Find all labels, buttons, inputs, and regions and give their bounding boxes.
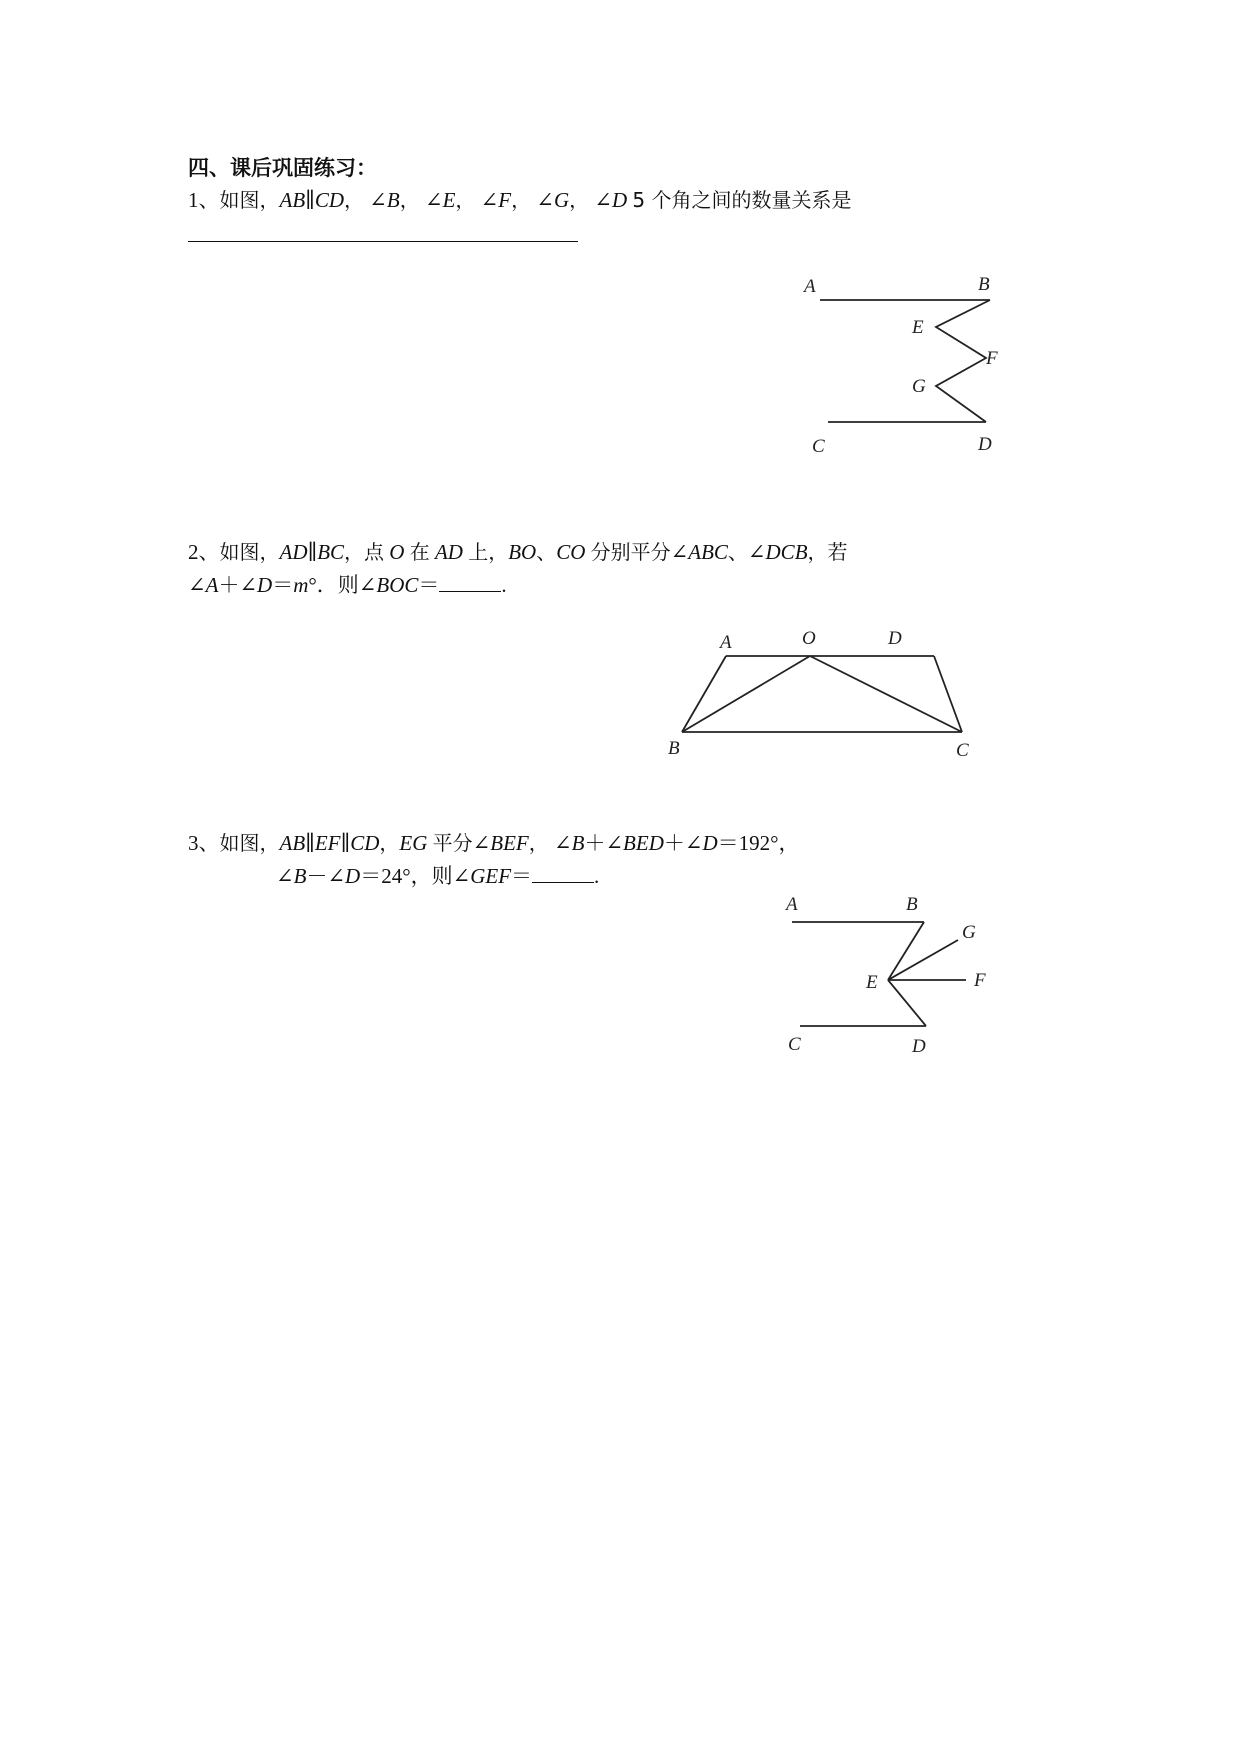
q1-parallel: ∥ bbox=[305, 188, 315, 212]
q1-zigzag bbox=[936, 300, 990, 422]
q2-figure bbox=[660, 624, 990, 764]
q3-segment-ed bbox=[888, 980, 926, 1026]
q2-text-if: ，若 bbox=[807, 540, 848, 564]
q3-label-b: B bbox=[906, 894, 918, 915]
q2-bo: BO bbox=[508, 540, 537, 564]
q1-comma: ， bbox=[511, 188, 532, 212]
q2-label-d: D bbox=[888, 628, 902, 649]
q2-ad-2: AD bbox=[434, 540, 463, 564]
q3-segment-eg bbox=[888, 940, 958, 980]
q2-parallel: ∥ bbox=[307, 540, 318, 564]
q1-label-c: C bbox=[812, 436, 825, 457]
q3-angle-gef: ∠GEF bbox=[452, 864, 512, 888]
q2-lead: 如图， bbox=[219, 540, 280, 564]
q2-period: . bbox=[501, 573, 507, 597]
q3-label-d: D bbox=[912, 1036, 926, 1057]
q1-label-e: E bbox=[912, 317, 924, 338]
q3-cd: CD bbox=[350, 831, 380, 855]
q3-label-e: E bbox=[866, 972, 878, 993]
q3-angle-b: ∠B bbox=[554, 831, 585, 855]
q3-number: 3、 bbox=[188, 831, 220, 855]
q2-text-bisect: 分别平分 bbox=[590, 540, 671, 564]
q3-ab: AB bbox=[279, 831, 306, 855]
q3-equals-192: ＝192°， bbox=[717, 831, 800, 855]
q3-angle-bef: ∠BEF bbox=[472, 831, 529, 855]
q2-co: CO bbox=[556, 540, 586, 564]
q1-comma: ， bbox=[569, 188, 590, 212]
q3-angle-d: ∠D bbox=[684, 831, 718, 855]
q1-angle-g: ∠G bbox=[536, 188, 570, 212]
q3-equals: ＝ bbox=[511, 864, 533, 888]
q2-equals: ＝ bbox=[272, 573, 294, 597]
q3-label-f: F bbox=[974, 970, 986, 991]
q3-parallel: ∥ bbox=[305, 831, 315, 855]
q2-text-above: 上， bbox=[468, 540, 509, 564]
q1-comma: ， bbox=[344, 188, 365, 212]
q1-cd: CD bbox=[314, 188, 345, 212]
q2-degree-then: °．则 bbox=[308, 573, 359, 597]
q2-angle-boc: ∠BOC bbox=[358, 573, 419, 597]
q3-comma: ， bbox=[379, 831, 400, 855]
q1-number: 1、 bbox=[188, 188, 220, 212]
q3-label-a: A bbox=[786, 894, 798, 915]
q2-label-o: O bbox=[802, 628, 816, 649]
q2-bc: BC bbox=[317, 540, 345, 564]
q2-segment-bo bbox=[682, 656, 810, 732]
q3-comma-2: ， bbox=[528, 831, 549, 855]
q2-o: O bbox=[389, 540, 405, 564]
q3-minus: － bbox=[306, 864, 328, 888]
q2-plus: ＋ bbox=[218, 573, 240, 597]
q1-comma: ， bbox=[399, 188, 420, 212]
question-2-line-2 bbox=[188, 570, 507, 600]
q2-segment-oc bbox=[810, 656, 962, 732]
q3-angle-bed: ∠BED bbox=[605, 831, 664, 855]
q2-answer-blank[interactable] bbox=[439, 571, 501, 592]
q2-ad: AD bbox=[279, 540, 308, 564]
q3-figure bbox=[776, 886, 1016, 1066]
q3-plus: ＋ bbox=[584, 831, 606, 855]
q2-angle-a: ∠A bbox=[188, 573, 219, 597]
q2-sep-2: 、 bbox=[727, 540, 748, 564]
q3-label-g: G bbox=[962, 922, 976, 943]
q1-angle-f: ∠F bbox=[480, 188, 512, 212]
q1-answer-blank[interactable] bbox=[188, 241, 578, 242]
question-3-line-1 bbox=[188, 828, 800, 858]
question-1-text bbox=[188, 185, 851, 215]
q3-angle-b-2: ∠B bbox=[276, 864, 307, 888]
q2-m: m bbox=[293, 573, 309, 597]
q1-angle-e: ∠E bbox=[424, 188, 456, 212]
question-2-line-1 bbox=[188, 537, 848, 567]
q1-tail: 5 个角之间的数量关系是 bbox=[632, 188, 852, 212]
q3-label-c: C bbox=[788, 1034, 801, 1055]
q3-plus-2: ＋ bbox=[663, 831, 685, 855]
q2-number: 2、 bbox=[188, 540, 220, 564]
q1-label-g: G bbox=[912, 376, 926, 397]
q1-figure bbox=[790, 262, 1020, 472]
q3-text-bisect: 平分 bbox=[432, 831, 473, 855]
q2-angle-abc: ∠ABC bbox=[670, 540, 728, 564]
q2-sep: 、 bbox=[536, 540, 557, 564]
q2-label-b: B bbox=[668, 738, 680, 759]
q3-parallel-2: ∥ bbox=[340, 831, 351, 855]
q1-lead: 如图， bbox=[219, 188, 280, 212]
q2-label-a: A bbox=[720, 632, 732, 653]
q2-angle-d: ∠D bbox=[239, 573, 273, 597]
q3-angle-d-2: ∠D bbox=[327, 864, 361, 888]
q1-label-a: A bbox=[804, 276, 816, 297]
q1-angle-d: ∠D bbox=[594, 188, 628, 212]
q1-label-d: D bbox=[978, 434, 992, 455]
section-heading: 四、课后巩固练习： bbox=[188, 156, 377, 180]
q3-segment-be bbox=[888, 922, 924, 980]
q3-ef: EF bbox=[314, 831, 341, 855]
q2-equals-2: ＝ bbox=[418, 573, 440, 597]
q1-label-b: B bbox=[978, 274, 990, 295]
q2-segment-ab bbox=[682, 656, 726, 732]
q1-comma: ， bbox=[455, 188, 476, 212]
question-3-line-2 bbox=[276, 861, 599, 891]
q2-text-on: 在 bbox=[409, 540, 430, 564]
q2-label-c: C bbox=[956, 740, 969, 761]
q3-equals-24-then: ＝24°，则 bbox=[360, 864, 453, 888]
q2-text-point: ，点 bbox=[344, 540, 385, 564]
q3-period: . bbox=[594, 864, 600, 888]
q3-eg: EG bbox=[399, 831, 428, 855]
q1-ab: AB bbox=[279, 188, 306, 212]
q3-lead: 如图， bbox=[219, 831, 280, 855]
q1-angle-b: ∠B bbox=[369, 188, 400, 212]
q1-label-f: F bbox=[986, 348, 998, 369]
q3-answer-blank[interactable] bbox=[532, 862, 594, 883]
q2-angle-dcb: ∠DCB bbox=[747, 540, 808, 564]
